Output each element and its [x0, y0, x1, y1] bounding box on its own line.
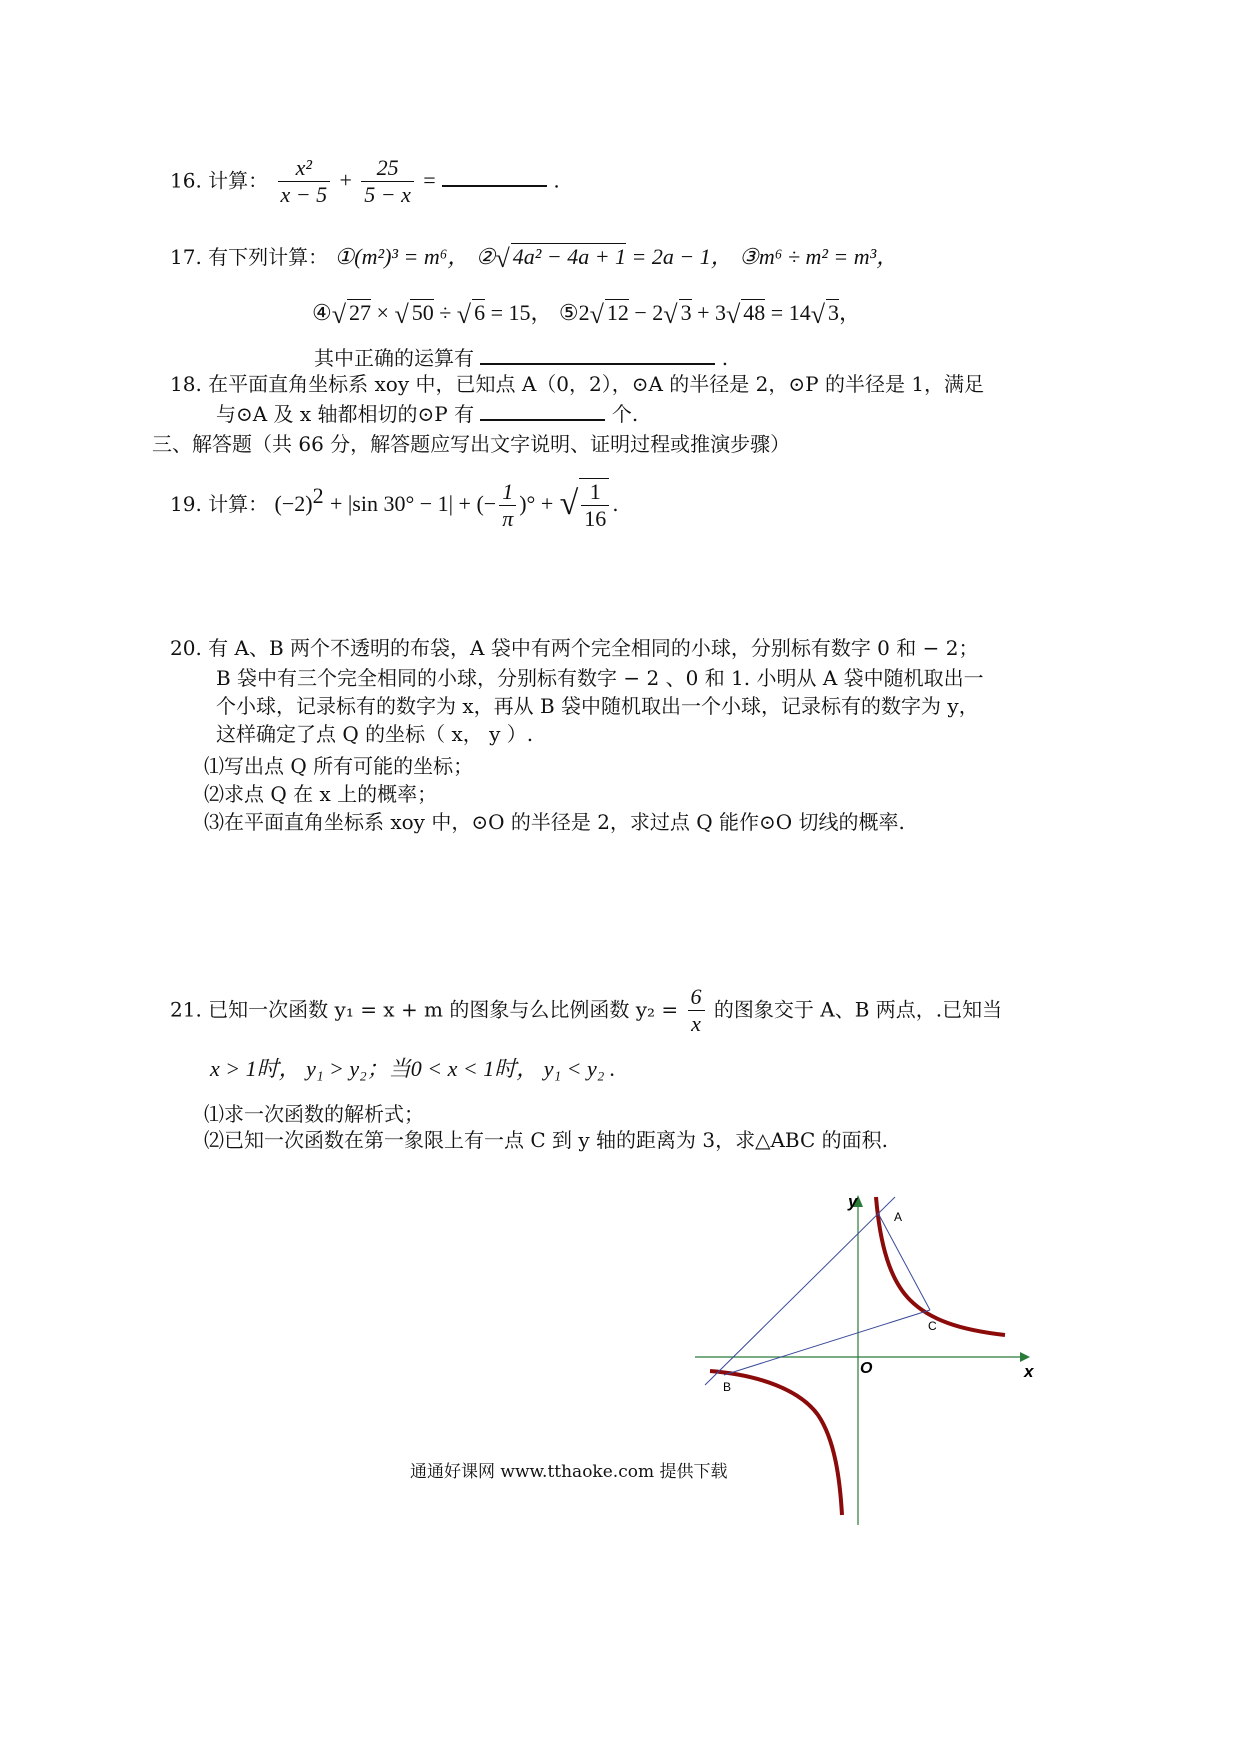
q16-fraction-1: [278, 155, 331, 209]
question-18-line-2: [216, 398, 638, 427]
q16-label: 16. 计算：: [170, 168, 269, 193]
q16-end: .: [553, 168, 560, 193]
q17-item-5-c: 48: [743, 300, 766, 325]
origin-label: O: [860, 1360, 873, 1377]
q16-equals: =: [423, 167, 436, 193]
question-20-line-4: 这样确定了点 Q 的坐标（ x， y ）.: [216, 722, 534, 746]
question-17-line-1: 17. 有下列计算： ①(m²)³ = m⁶， ②√ 4a² − 4a + 1 = 2a − 1， ③m⁶ ÷ m² = m³，: [170, 244, 899, 273]
q17-item-4-c: 6: [474, 300, 486, 325]
question-21-sub-1: ⑴求一次函数的解析式；: [204, 1102, 424, 1126]
section-3-heading: 三、解答题（共 66 分，解答题应写出文字说明、证明过程或推演步骤）: [152, 432, 791, 456]
q16-num2: 25: [361, 155, 414, 182]
point-C-label: C: [928, 1319, 937, 1333]
q21-post: 的图象交于 A、B 两点，.已知当: [713, 997, 1003, 1022]
q17-item-3: ③m⁶ ÷ m² = m³，: [739, 244, 899, 269]
footer-source: 通通好课网 www.tthaoke.com 提供下载: [410, 1462, 728, 1482]
q19-label: 19. 计算：: [170, 491, 269, 516]
q17-item-5-a: 12: [606, 300, 629, 325]
q17-item-4-post: = 15，: [485, 300, 553, 325]
q17-end: .: [721, 346, 729, 370]
q16-fraction-2: [361, 155, 414, 209]
q19-root-fraction: $\frac{1}{16}$: [579, 478, 609, 533]
q17-item-1: ①(m²)³ = m⁶，: [334, 244, 470, 269]
y-axis-label: y: [848, 1192, 858, 1211]
q18-answer-blank: [480, 401, 605, 421]
q17-item-4-b: 50: [411, 300, 434, 325]
segment-BC: [724, 1310, 930, 1375]
q18-line-1-text: 18. 在平面直角坐标系 xoy 中，已知点 A（0，2），⊙A 的半径是 2，⊙P 的半径是 1，满足: [170, 372, 985, 396]
q19-term-2: + |sin 30° − 1| + (−: [329, 490, 497, 516]
question-17-line-2: ④√ 27 × √ 50 ÷ √ 6 = 15， ⑤2√ 12 − 2√ 3 + 3√ 48 = 14√ 3，: [312, 300, 861, 329]
question-17-conclusion: [314, 342, 728, 371]
q17-answer-blank: [480, 345, 715, 365]
q17-item-4-a: 27: [349, 300, 372, 325]
q19-term-1: (−2): [274, 490, 313, 516]
x-axis-arrow-icon: [1020, 1352, 1030, 1362]
q17-item-5-pre: ⑤2: [558, 300, 590, 325]
q19-fraction: $\frac{1}{\pi}$: [499, 479, 516, 533]
point-B-label: B: [723, 1380, 732, 1394]
point-A-label: A: [894, 1210, 903, 1224]
question-18-line-1: [170, 368, 984, 397]
q17-intro: 17. 有下列计算：: [170, 245, 329, 269]
q16-den2: 5 − x: [364, 182, 411, 208]
q17-item-2-pre: ②: [475, 244, 496, 269]
question-20-line-2: B 袋中有三个完全相同的小球，分别标有数字 − 2 、0 和 1. 小明从 A 袋中随机取出一: [216, 666, 984, 690]
question-20-line-3: 个小球，记录标有的数字为 x，再从 B 袋中随机取出一个小球，记录标有的数字为 y，: [216, 694, 979, 718]
q18-line-2-pre: 与⊙A 及 x 轴都相切的⊙P 有: [216, 402, 475, 426]
q17-item-5-b: 3: [680, 300, 692, 325]
q18-line-2-post: 个.: [611, 402, 639, 426]
question-19: 19. 计算： $(-2)^2 + |\sin$ 30° − 1| + (− $\frac{1}{\pi}$ )° + √ $\frac{1}{16}$ .: [170, 478, 619, 532]
q16-num1: x²: [278, 155, 331, 182]
q19-end: .: [612, 491, 619, 516]
question-16: 16. 计算： $\frac{\text{x²}}{x - 5}$ + $\frac{25}{5 - x}$ = .: [170, 155, 560, 208]
question-21-line-1: [170, 984, 1002, 1038]
question-21-line-2: x > 1时， y₁ > y₂；当0 < x < 1时， y₁ < y₂ .: [210, 1056, 616, 1081]
function-graph-figure: [690, 1185, 1050, 1535]
q17-item-2-post: = 2a − 1，: [626, 244, 733, 269]
question-20-sub-3: ⑶在平面直角坐标系 xoy 中，⊙O 的半径是 2，求过点 Q 能作⊙O 切线的概率.: [204, 810, 905, 834]
question-21-sub-2: ⑵已知一次函数在第一象限上有一点 C 到 y 轴的距离为 3，求△ABC 的面积.: [204, 1128, 889, 1152]
q17-item-2-radicand: 4a² − 4a + 1: [512, 244, 627, 269]
q19-term-3: )° +: [519, 490, 554, 516]
q16-den1: x − 5: [280, 182, 328, 208]
x-axis-label: x: [1024, 1362, 1034, 1381]
question-20-sub-1: ⑴写出点 Q 所有可能的坐标；: [204, 754, 474, 778]
question-20-line-1: 20. 有 A、B 两个不透明的布袋，A 袋中有两个完全相同的小球，分别标有数字 0 和 − 2；: [170, 636, 979, 660]
q16-answer-blank: [442, 167, 547, 187]
q21-pre: 21. 已知一次函数 y₁ = x + m 的图象与么比例函数 y₂ =: [170, 997, 679, 1022]
q21-fraction: $\frac{6}{x}$: [688, 984, 705, 1038]
q17-conclusion-text: 其中正确的运算有: [314, 346, 474, 370]
question-20-sub-2: ⑵求点 Q 在 x 上的概率；: [204, 782, 438, 806]
q17-item-5-d: 3: [827, 300, 839, 325]
q17-item-4-pre: ④: [312, 300, 332, 325]
